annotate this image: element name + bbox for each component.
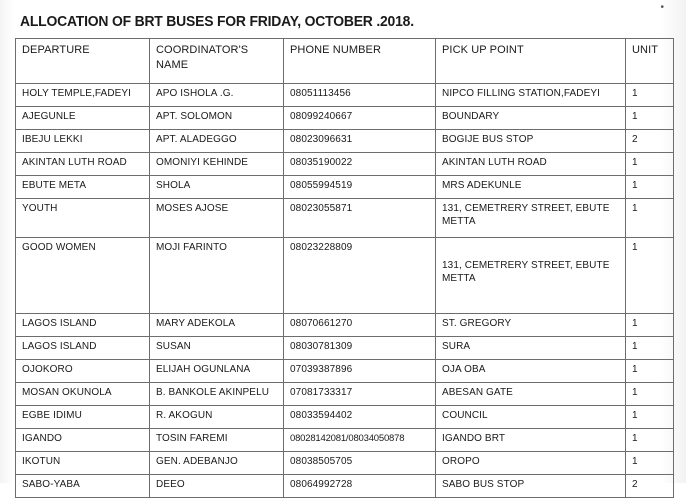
cell-unit: 1 bbox=[626, 176, 674, 199]
table-row bbox=[16, 452, 674, 475]
cell-pickup: NIPCO FILLING STATION,FADEYI bbox=[436, 84, 626, 107]
table-row bbox=[16, 360, 674, 383]
cell-unit: 1 bbox=[626, 84, 674, 107]
header-pick-up-point: PICK UP POINT bbox=[436, 39, 626, 84]
cell-pickup: BOGIJE BUS STOP bbox=[436, 130, 626, 153]
cell-phone: 07039387896 bbox=[284, 360, 436, 383]
cell-pickup: IGANDO BRT bbox=[436, 429, 626, 452]
cell-departure: SABO-YABA bbox=[16, 475, 150, 498]
cell-departure: MOSAN OKUNOLA bbox=[16, 383, 150, 406]
cell-departure: OJOKORO bbox=[16, 360, 150, 383]
cell-coordinator: MOSES AJOSE bbox=[150, 199, 284, 238]
cell-departure: YOUTH bbox=[16, 199, 150, 238]
cell-pickup: SABO BUS STOP bbox=[436, 475, 626, 498]
table-row bbox=[16, 107, 674, 130]
cell-coordinator: SUSAN bbox=[150, 337, 284, 360]
header-departure: DEPARTURE bbox=[16, 39, 150, 84]
cell-departure: IBEJU LEKKI bbox=[16, 130, 150, 153]
cell-phone: 08064992728 bbox=[284, 475, 436, 498]
cell-departure: GOOD WOMEN bbox=[16, 238, 150, 314]
cell-unit: 2 bbox=[626, 130, 674, 153]
cell-phone: 08023228809 bbox=[284, 238, 436, 314]
cell-unit: 1 bbox=[626, 406, 674, 429]
cell-departure: LAGOS ISLAND bbox=[16, 314, 150, 337]
table-row bbox=[16, 130, 674, 153]
page-title: ALLOCATION OF BRT BUSES FOR FRIDAY, OCTOBER .2018. bbox=[20, 14, 414, 30]
table-header-row bbox=[16, 39, 674, 84]
cell-coordinator: TOSIN FAREMI bbox=[150, 429, 284, 452]
cell-unit: 1 bbox=[626, 107, 674, 130]
table-row bbox=[16, 153, 674, 176]
cell-departure: IKOTUN bbox=[16, 452, 150, 475]
cell-departure: EGBE IDIMU bbox=[16, 406, 150, 429]
header-unit: UNIT bbox=[626, 39, 674, 84]
table-row bbox=[16, 84, 674, 107]
cell-phone: 07081733317 bbox=[284, 383, 436, 406]
table-row bbox=[16, 475, 674, 498]
cell-phone: 08023055871 bbox=[284, 199, 436, 238]
cell-pickup: MRS ADEKUNLE bbox=[436, 176, 626, 199]
cell-phone: 08023096631 bbox=[284, 130, 436, 153]
cell-unit: 1 bbox=[626, 452, 674, 475]
table-row bbox=[16, 199, 674, 238]
cell-departure: EBUTE META bbox=[16, 176, 150, 199]
cell-pickup: BOUNDARY bbox=[436, 107, 626, 130]
table-row bbox=[16, 406, 674, 429]
cell-pickup: 131, CEMETRERY STREET, EBUTE METTA bbox=[436, 199, 626, 238]
cell-unit: 2 bbox=[626, 475, 674, 498]
cell-coordinator: B. BANKOLE AKINPELU bbox=[150, 383, 284, 406]
cell-phone: 08030781309 bbox=[284, 337, 436, 360]
cell-coordinator: APT. SOLOMON bbox=[150, 107, 284, 130]
cell-departure: HOLY TEMPLE,FADEYI bbox=[16, 84, 150, 107]
cell-phone: 08070661270 bbox=[284, 314, 436, 337]
cell-departure: LAGOS ISLAND bbox=[16, 337, 150, 360]
cell-pickup: OJA OBA bbox=[436, 360, 626, 383]
cell-phone: 08035190022 bbox=[284, 153, 436, 176]
cell-unit: 1 bbox=[626, 199, 674, 238]
cell-unit: 1 bbox=[626, 429, 674, 452]
table-row bbox=[16, 383, 674, 406]
cell-pickup: AKINTAN LUTH ROAD bbox=[436, 153, 626, 176]
cell-pickup: OROPO bbox=[436, 452, 626, 475]
cell-coordinator: APT. ALADEGGO bbox=[150, 130, 284, 153]
cell-unit: 1 bbox=[626, 153, 674, 176]
cell-pickup: ABESAN GATE bbox=[436, 383, 626, 406]
header-phone-number: PHONE NUMBER bbox=[284, 39, 436, 84]
cell-phone: 08099240667 bbox=[284, 107, 436, 130]
cell-coordinator: SHOLA bbox=[150, 176, 284, 199]
cell-pickup: ST. GREGORY bbox=[436, 314, 626, 337]
cell-coordinator: OMONIYI KEHINDE bbox=[150, 153, 284, 176]
cell-coordinator: ELIJAH OGUNLANA bbox=[150, 360, 284, 383]
cell-phone: 08038505705 bbox=[284, 452, 436, 475]
cell-departure: AJEGUNLE bbox=[16, 107, 150, 130]
table-row bbox=[16, 238, 674, 314]
table-row bbox=[16, 429, 674, 452]
cell-coordinator: MOJI FARINTO bbox=[150, 238, 284, 314]
table-row bbox=[16, 314, 674, 337]
cell-unit: 1 bbox=[626, 337, 674, 360]
cell-departure: AKINTAN LUTH ROAD bbox=[16, 153, 150, 176]
allocation-table bbox=[15, 38, 674, 498]
cell-coordinator: GEN. ADEBANJO bbox=[150, 452, 284, 475]
cell-pickup: 131, CEMETRERY STREET, EBUTE METTA bbox=[436, 238, 626, 314]
cell-coordinator: R. AKOGUN bbox=[150, 406, 284, 429]
cell-phone: 08055994519 bbox=[284, 176, 436, 199]
cell-phone: 08028142081/08034050878 bbox=[284, 429, 436, 452]
cell-phone: 08033594402 bbox=[284, 406, 436, 429]
corner-mark: • bbox=[660, 2, 664, 13]
cell-departure: IGANDO bbox=[16, 429, 150, 452]
cell-coordinator: MARY ADEKOLA bbox=[150, 314, 284, 337]
cell-unit: 1 bbox=[626, 360, 674, 383]
header-coordinator-name: COORDINATOR'S NAME bbox=[150, 39, 284, 84]
cell-phone: 08051113456 bbox=[284, 84, 436, 107]
cell-coordinator: APO ISHOLA .G. bbox=[150, 84, 284, 107]
cell-unit: 1 bbox=[626, 383, 674, 406]
cell-unit: 1 bbox=[626, 314, 674, 337]
cell-pickup: SURA bbox=[436, 337, 626, 360]
cell-pickup: COUNCIL bbox=[436, 406, 626, 429]
cell-coordinator: DEEO bbox=[150, 475, 284, 498]
table-row bbox=[16, 337, 674, 360]
cell-unit: 1 bbox=[626, 238, 674, 314]
table-row bbox=[16, 176, 674, 199]
